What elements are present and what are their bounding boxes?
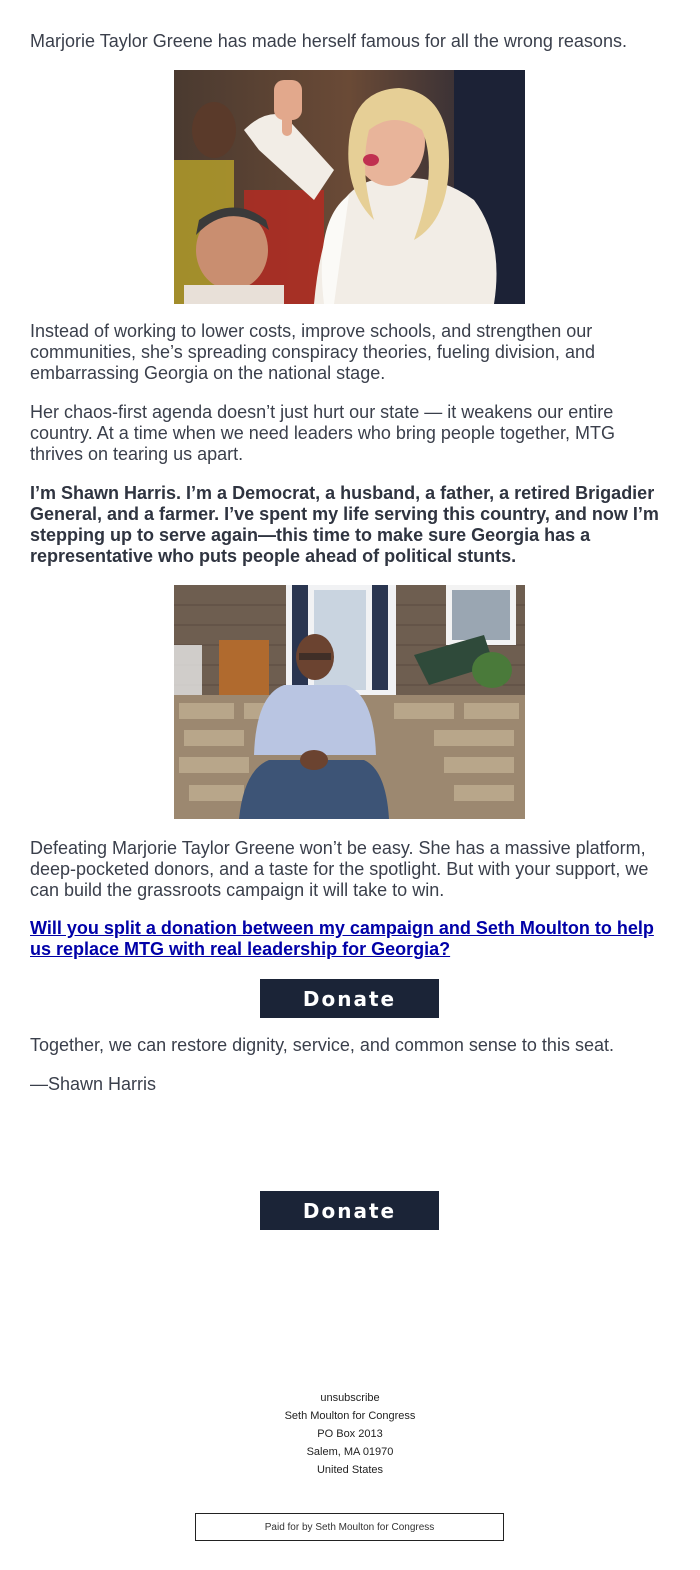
shawn-harris-photo bbox=[174, 585, 525, 819]
donation-ask bbox=[30, 918, 660, 960]
footer-po-box: PO Box 2013 bbox=[317, 1428, 383, 1440]
unsubscribe-link[interactable]: unsubscribe bbox=[320, 1392, 380, 1404]
body-paragraph-costs: Instead of working to lower costs, improve schools, and strengthen our communities, she’s spreading conspiracy theories, fueling division, and embarrassing Georgia on the national stage. bbox=[30, 321, 595, 383]
body-paragraph-bio: I’m Shawn Harris. I’m a Democrat, a husband, a father, a retired Brigadier General, and a farmer. I’ve spent my life serving this country, and now I’m stepping up to serve again—this time to make sure Georgia has a representative who puts people ahead of political stunts. bbox=[30, 483, 659, 566]
body-paragraph-agenda: Her chaos-first agenda doesn’t just hurt our state — it weakens our entire country. At a time when we need leaders who bring people together, MTG thrives on tearing us apart. bbox=[30, 402, 615, 464]
footer-country: United States bbox=[316, 1464, 384, 1476]
shawn-harris-photo-illustration bbox=[174, 585, 525, 819]
donate-button-secondary[interactable]: Donate bbox=[260, 1191, 439, 1230]
intro-paragraph: Marjorie Taylor Greene has made herself famous for all the wrong reasons. bbox=[30, 31, 627, 51]
closing-paragraph: Together, we can restore dignity, service, and common sense to this seat. bbox=[30, 1035, 614, 1055]
footer-city: Salem, MA 01970 bbox=[306, 1446, 394, 1458]
footer-org: Seth Moulton for Congress bbox=[284, 1410, 416, 1422]
email-footer bbox=[0, 1389, 700, 1479]
donation-ask-link[interactable]: Will you split a donation between my campaign and Seth Moulton to help us replace MTG with real leadership for Georgia? bbox=[30, 918, 654, 959]
body-paragraph-challenge: Defeating Marjorie Taylor Greene won’t be easy. She has a massive platform, deep-pocketed donors, and a taste for the spotlight. But with your support, we can build the grassroots campaign it will take to win. bbox=[30, 838, 649, 900]
paid-for-disclaimer: Paid for by Seth Moulton for Congress bbox=[195, 1513, 504, 1541]
signature: —Shawn Harris bbox=[30, 1074, 157, 1094]
mtg-photo-illustration bbox=[174, 70, 525, 304]
mtg-photo bbox=[174, 70, 525, 304]
donate-button-primary[interactable]: Donate bbox=[260, 979, 439, 1018]
